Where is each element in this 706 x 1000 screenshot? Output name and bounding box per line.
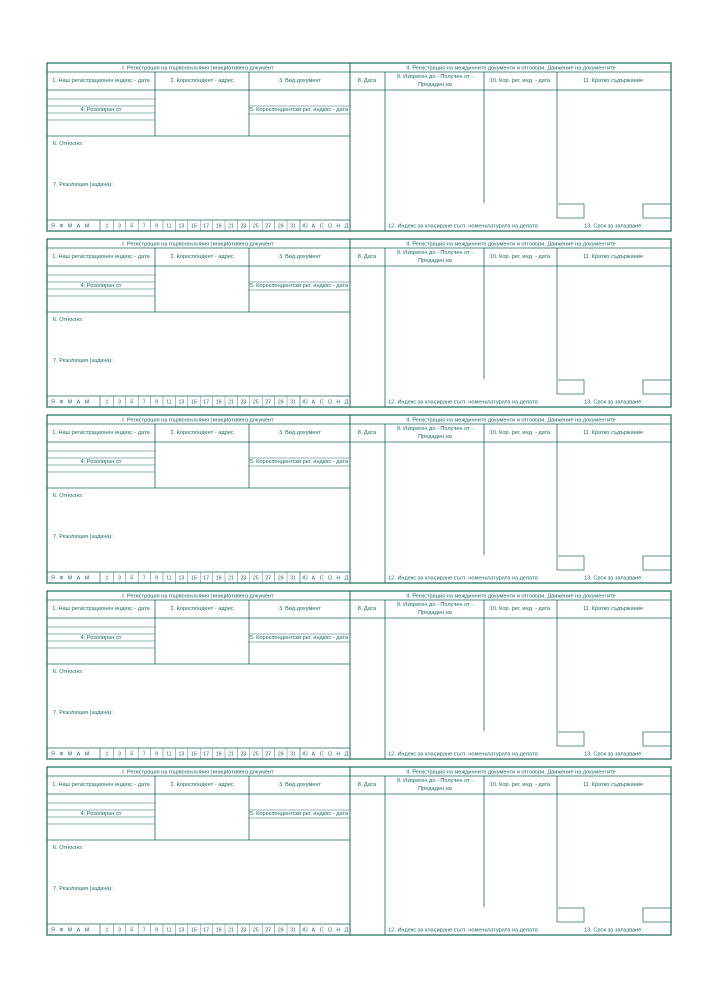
- calendar-day: 13: [178, 399, 185, 406]
- calendar-day: 23: [240, 751, 247, 758]
- calendar-day: 11: [166, 399, 172, 406]
- calendar-day: 29: [277, 575, 284, 582]
- calendar-month: Д: [344, 223, 349, 230]
- retention-box: [643, 380, 671, 394]
- column-label-9-cont: Предаден на: [418, 82, 452, 88]
- column-label-9: 9. Изпратен до - Получен от -: [396, 602, 474, 608]
- section-title-right: II. Регистрация на междинните документи и отговори. Движение на документите: [406, 417, 616, 424]
- calendar-day: 31: [290, 399, 296, 406]
- calendar-day: 19: [215, 751, 222, 758]
- calendar-day: 21: [228, 575, 234, 582]
- column-label-5: 5. Кореспондентски рег. индекс - дата: [249, 283, 349, 289]
- calendar-month: С: [319, 575, 324, 582]
- calendar-month: Я: [51, 927, 55, 934]
- calendar-day: 31: [290, 927, 296, 934]
- calendar-month: А: [76, 575, 81, 582]
- calendar-month: Я: [51, 399, 55, 406]
- field-label-resolution: 7. Резолюция (задача):: [53, 182, 113, 188]
- section-title-right: II. Регистрация на междинните документи и отговори. Движение на документите: [406, 65, 616, 72]
- calendar-day: 19: [215, 399, 222, 406]
- column-label-11: 11. Кратко съдържание: [582, 606, 644, 612]
- calendar-month: О: [327, 575, 332, 582]
- calendar-month: Н: [336, 399, 341, 406]
- calendar-day: 25: [252, 927, 259, 934]
- calendar-day: 25: [252, 223, 259, 230]
- calendar-month: Я: [51, 751, 55, 758]
- section-title-right: II. Регистрация на междинните документи и отговори. Движение на документите: [406, 593, 616, 600]
- column-label-9-cont: Предаден на: [418, 258, 452, 264]
- calendar-day: 19: [215, 575, 222, 582]
- column-label-3: 3. Вид документ: [278, 254, 322, 260]
- field-label-retention: 13. Срок за запазване:: [584, 751, 643, 758]
- section-title-left: I. Регистрация на първоначалния (инициативен) документ: [122, 769, 274, 776]
- column-label-2: 2. Кореспондент - адрес: [170, 254, 234, 260]
- calendar-day: 5: [130, 575, 134, 582]
- column-label-11: 11. Кратко съдържание: [582, 254, 644, 260]
- calendar-month: Д: [344, 399, 349, 406]
- calendar-month: А: [76, 399, 81, 406]
- calendar-day: 5: [130, 399, 134, 406]
- calendar-month: Ю: [302, 399, 308, 406]
- calendar-day: 7: [142, 575, 146, 582]
- calendar-day: 17: [203, 575, 210, 582]
- calendar-day: 13: [178, 575, 185, 582]
- column-label-5: 5. Кореспондентски рег. индекс - дата: [249, 811, 349, 817]
- column-label-4: 4. Резолиран от: [80, 459, 122, 465]
- field-label-resolution: 7. Резолюция (задача):: [53, 534, 113, 540]
- calendar-month: А: [76, 927, 81, 934]
- field-label-filing-index: 12. Индекс за класиране съгл. номенклатурата на делата:: [388, 223, 540, 230]
- calendar-day: 27: [265, 751, 272, 758]
- registration-card: [47, 415, 671, 583]
- retention-box: [643, 556, 671, 570]
- column-label-2: 2. Кореспондент - адрес: [170, 782, 234, 788]
- field-label-retention: 13. Срок за запазване:: [584, 575, 643, 582]
- column-label-4: 4. Резолиран от: [80, 635, 122, 641]
- retention-box: [643, 732, 671, 746]
- calendar-day: 7: [142, 751, 146, 758]
- calendar-day: 1: [105, 927, 109, 934]
- calendar-day: 15: [190, 751, 197, 758]
- calendar-month: Ю: [302, 223, 308, 230]
- calendar-month: Д: [344, 751, 349, 758]
- calendar-day: 13: [178, 223, 185, 230]
- calendar-month: М: [67, 927, 73, 934]
- calendar-day: 29: [277, 399, 284, 406]
- calendar-day: 1: [105, 575, 109, 582]
- column-label-10: 10. Кор. рег. инд. - дата: [489, 78, 551, 84]
- field-label-subject: 6. Относно:: [53, 845, 83, 851]
- calendar-day: 27: [265, 223, 272, 230]
- calendar-day: 9: [155, 223, 159, 230]
- section-title-right: II. Регистрация на междинните документи и отговори. Движение на документите: [406, 769, 616, 776]
- calendar-day: 31: [290, 751, 296, 758]
- calendar-month: Ю: [302, 927, 308, 934]
- calendar-day: 13: [178, 751, 185, 758]
- calendar-day: 23: [240, 927, 247, 934]
- column-label-11: 11. Кратко съдържание: [582, 78, 644, 84]
- index-box: [557, 204, 584, 218]
- column-label-8: 8. Дата: [357, 78, 377, 84]
- section-title-right: II. Регистрация на междинните документи и отговори. Движение на документите: [406, 241, 616, 248]
- column-label-4: 4. Резолиран от: [80, 107, 122, 113]
- calendar-day: 3: [117, 575, 121, 582]
- field-label-subject: 6. Относно:: [53, 317, 83, 323]
- calendar-month: М: [67, 223, 73, 230]
- retention-box: [643, 204, 671, 218]
- column-label-9-cont: Предаден на: [418, 610, 452, 616]
- retention-box: [643, 908, 671, 922]
- calendar-month: М: [84, 927, 90, 934]
- calendar-day: 23: [240, 223, 247, 230]
- calendar-month: Н: [336, 927, 341, 934]
- calendar-month: М: [84, 399, 90, 406]
- calendar-day: 1: [105, 223, 109, 230]
- calendar-month: Д: [344, 575, 349, 582]
- calendar-day: 29: [277, 223, 284, 230]
- calendar-month: А: [311, 575, 316, 582]
- card-frame: [47, 415, 671, 583]
- field-label-retention: 13. Срок за запазване:: [584, 927, 643, 934]
- column-label-8: 8. Дата: [357, 430, 377, 436]
- registration-card: [47, 239, 671, 407]
- column-label-10: 10. Кор. рег. инд. - дата: [489, 782, 551, 788]
- column-label-9: 9. Изпратен до - Получен от -: [396, 778, 474, 784]
- calendar-month: Ф: [59, 399, 64, 406]
- field-label-resolution: 7. Резолюция (задача):: [53, 710, 113, 716]
- column-label-10: 10. Кор. рег. инд. - дата: [489, 254, 551, 260]
- calendar-day: 9: [155, 399, 159, 406]
- column-label-8: 8. Дата: [357, 254, 377, 260]
- calendar-month: Я: [51, 575, 55, 582]
- calendar-day: 15: [190, 575, 197, 582]
- calendar-month: М: [84, 751, 90, 758]
- column-label-5: 5. Кореспондентски рег. индекс - дата: [249, 459, 349, 465]
- calendar-day: 15: [190, 399, 197, 406]
- column-label-2: 2. Кореспондент - адрес: [170, 78, 234, 84]
- calendar-day: 25: [252, 575, 259, 582]
- calendar-month: М: [67, 575, 73, 582]
- calendar-day: 11: [166, 223, 172, 230]
- column-label-2: 2. Кореспондент - адрес: [170, 430, 234, 436]
- column-label-3: 3. Вид документ: [278, 782, 322, 788]
- column-label-9-cont: Предаден на: [418, 786, 452, 792]
- calendar-day: 15: [190, 223, 197, 230]
- section-title-left: I. Регистрация на първоначалния (инициативен) документ: [122, 65, 274, 72]
- column-label-9: 9. Изпратен до - Получен от -: [396, 250, 474, 256]
- calendar-day: 9: [155, 575, 159, 582]
- column-label-3: 3. Вид документ: [278, 606, 322, 612]
- calendar-day: 7: [142, 399, 146, 406]
- calendar-day: 23: [240, 399, 247, 406]
- calendar-day: 1: [105, 751, 109, 758]
- calendar-month: О: [327, 399, 332, 406]
- index-box: [557, 380, 584, 394]
- field-label-resolution: 7. Резолюция (задача):: [53, 358, 113, 364]
- column-label-9: 9. Изпратен до - Получен от -: [396, 426, 474, 432]
- calendar-day: 25: [252, 399, 259, 406]
- calendar-day: 3: [117, 399, 121, 406]
- column-label-3: 3. Вид документ: [278, 430, 322, 436]
- card-frame: [47, 767, 671, 935]
- section-title-left: I. Регистрация на първоначалния (инициативен) документ: [122, 593, 274, 600]
- column-label-11: 11. Кратко съдържание: [582, 430, 644, 436]
- field-label-subject: 6. Относно:: [53, 669, 83, 675]
- card-frame: [47, 239, 671, 407]
- column-label-1: 1. Наш регистрационен индекс - дата: [52, 606, 150, 612]
- card-frame: [47, 63, 671, 231]
- column-label-10: 10. Кор. рег. инд. - дата: [489, 606, 551, 612]
- column-label-4: 4. Резолиран от: [80, 283, 122, 289]
- calendar-month: Ю: [302, 751, 308, 758]
- calendar-month: М: [84, 223, 90, 230]
- field-label-filing-index: 12. Индекс за класиране съгл. номенклатурата на делата:: [388, 927, 540, 934]
- calendar-month: Ф: [59, 927, 64, 934]
- calendar-day: 15: [190, 927, 197, 934]
- calendar-day: 21: [228, 399, 234, 406]
- calendar-month: С: [319, 223, 324, 230]
- calendar-month: А: [76, 223, 81, 230]
- calendar-month: Д: [344, 927, 349, 934]
- calendar-day: 27: [265, 399, 272, 406]
- column-label-4: 4. Резолиран от: [80, 811, 122, 817]
- calendar-month: О: [327, 223, 332, 230]
- registration-card: [47, 591, 671, 759]
- column-label-11: 11. Кратко съдържание: [582, 782, 644, 788]
- column-label-1: 1. Наш регистрационен индекс - дата: [52, 78, 150, 84]
- card-frame: [47, 591, 671, 759]
- calendar-month: Ф: [59, 575, 64, 582]
- calendar-day: 17: [203, 223, 210, 230]
- column-label-8: 8. Дата: [357, 782, 377, 788]
- calendar-month: Н: [336, 223, 341, 230]
- calendar-day: 5: [130, 223, 134, 230]
- calendar-month: А: [311, 223, 316, 230]
- calendar-month: А: [311, 399, 316, 406]
- calendar-month: Я: [51, 223, 55, 230]
- calendar-month: А: [311, 751, 316, 758]
- field-label-filing-index: 12. Индекс за класиране съгл. номенклатурата на делата:: [388, 751, 540, 758]
- calendar-day: 3: [117, 223, 121, 230]
- calendar-day: 25: [252, 751, 259, 758]
- calendar-day: 17: [203, 751, 210, 758]
- calendar-day: 9: [155, 751, 159, 758]
- column-label-1: 1. Наш регистрационен индекс - дата: [52, 782, 150, 788]
- calendar-month: Н: [336, 575, 341, 582]
- calendar-month: Ф: [59, 751, 64, 758]
- column-label-1: 1. Наш регистрационен индекс - дата: [52, 430, 150, 436]
- calendar-day: 27: [265, 927, 272, 934]
- section-title-left: I. Регистрация на първоначалния (инициативен) документ: [122, 417, 274, 424]
- calendar-day: 11: [166, 575, 172, 582]
- calendar-day: 3: [117, 751, 121, 758]
- calendar-day: 3: [117, 927, 121, 934]
- column-label-2: 2. Кореспондент - адрес: [170, 606, 234, 612]
- calendar-day: 1: [105, 399, 109, 406]
- index-box: [557, 908, 584, 922]
- calendar-month: С: [319, 927, 324, 934]
- calendar-day: 23: [240, 575, 247, 582]
- calendar-day: 5: [130, 751, 134, 758]
- calendar-day: 31: [290, 223, 296, 230]
- calendar-day: 29: [277, 927, 284, 934]
- column-label-8: 8. Дата: [357, 606, 377, 612]
- calendar-day: 17: [203, 927, 210, 934]
- field-label-subject: 6. Относно:: [53, 141, 83, 147]
- calendar-day: 7: [142, 927, 146, 934]
- calendar-day: 11: [166, 751, 172, 758]
- calendar-month: М: [84, 575, 90, 582]
- calendar-month: М: [67, 399, 73, 406]
- field-label-filing-index: 12. Индекс за класиране съгл. номенклатурата на делата:: [388, 575, 540, 582]
- calendar-month: С: [319, 399, 324, 406]
- calendar-day: 11: [166, 927, 172, 934]
- column-label-5: 5. Кореспондентски рег. индекс - дата: [249, 107, 349, 113]
- calendar-day: 29: [277, 751, 284, 758]
- field-label-retention: 13. Срок за запазване:: [584, 399, 643, 406]
- calendar-day: 13: [178, 927, 185, 934]
- registration-card: [47, 63, 671, 231]
- calendar-month: С: [319, 751, 324, 758]
- calendar-month: Ю: [302, 575, 308, 582]
- calendar-day: 21: [228, 927, 234, 934]
- calendar-day: 19: [215, 223, 222, 230]
- index-box: [557, 732, 584, 746]
- calendar-month: Н: [336, 751, 341, 758]
- calendar-month: О: [327, 751, 332, 758]
- column-label-5: 5. Кореспондентски рег. индекс - дата: [249, 635, 349, 641]
- calendar-day: 19: [215, 927, 222, 934]
- column-label-9-cont: Предаден на: [418, 434, 452, 440]
- column-label-10: 10. Кор. рег. инд. - дата: [489, 430, 551, 436]
- calendar-month: О: [327, 927, 332, 934]
- column-label-9: 9. Изпратен до - Получен от -: [396, 74, 474, 80]
- registration-card: [47, 767, 671, 935]
- field-label-filing-index: 12. Индекс за класиране съгл. номенклатурата на делата:: [388, 399, 540, 406]
- calendar-day: 31: [290, 575, 296, 582]
- section-title-left: I. Регистрация на първоначалния (инициативен) документ: [122, 241, 274, 248]
- field-label-retention: 13. Срок за запазване:: [584, 223, 643, 230]
- calendar-month: А: [76, 751, 81, 758]
- calendar-month: Ф: [59, 223, 64, 230]
- calendar-day: 21: [228, 751, 234, 758]
- calendar-day: 21: [228, 223, 234, 230]
- calendar-day: 9: [155, 927, 159, 934]
- calendar-day: 7: [142, 223, 146, 230]
- calendar-day: 27: [265, 575, 272, 582]
- calendar-month: М: [67, 751, 73, 758]
- calendar-month: А: [311, 927, 316, 934]
- column-label-1: 1. Наш регистрационен индекс - дата: [52, 254, 150, 260]
- column-label-3: 3. Вид документ: [278, 78, 322, 84]
- field-label-resolution: 7. Резолюция (задача):: [53, 886, 113, 892]
- calendar-day: 17: [203, 399, 210, 406]
- index-box: [557, 556, 584, 570]
- calendar-day: 5: [130, 927, 134, 934]
- field-label-subject: 6. Относно:: [53, 493, 83, 499]
